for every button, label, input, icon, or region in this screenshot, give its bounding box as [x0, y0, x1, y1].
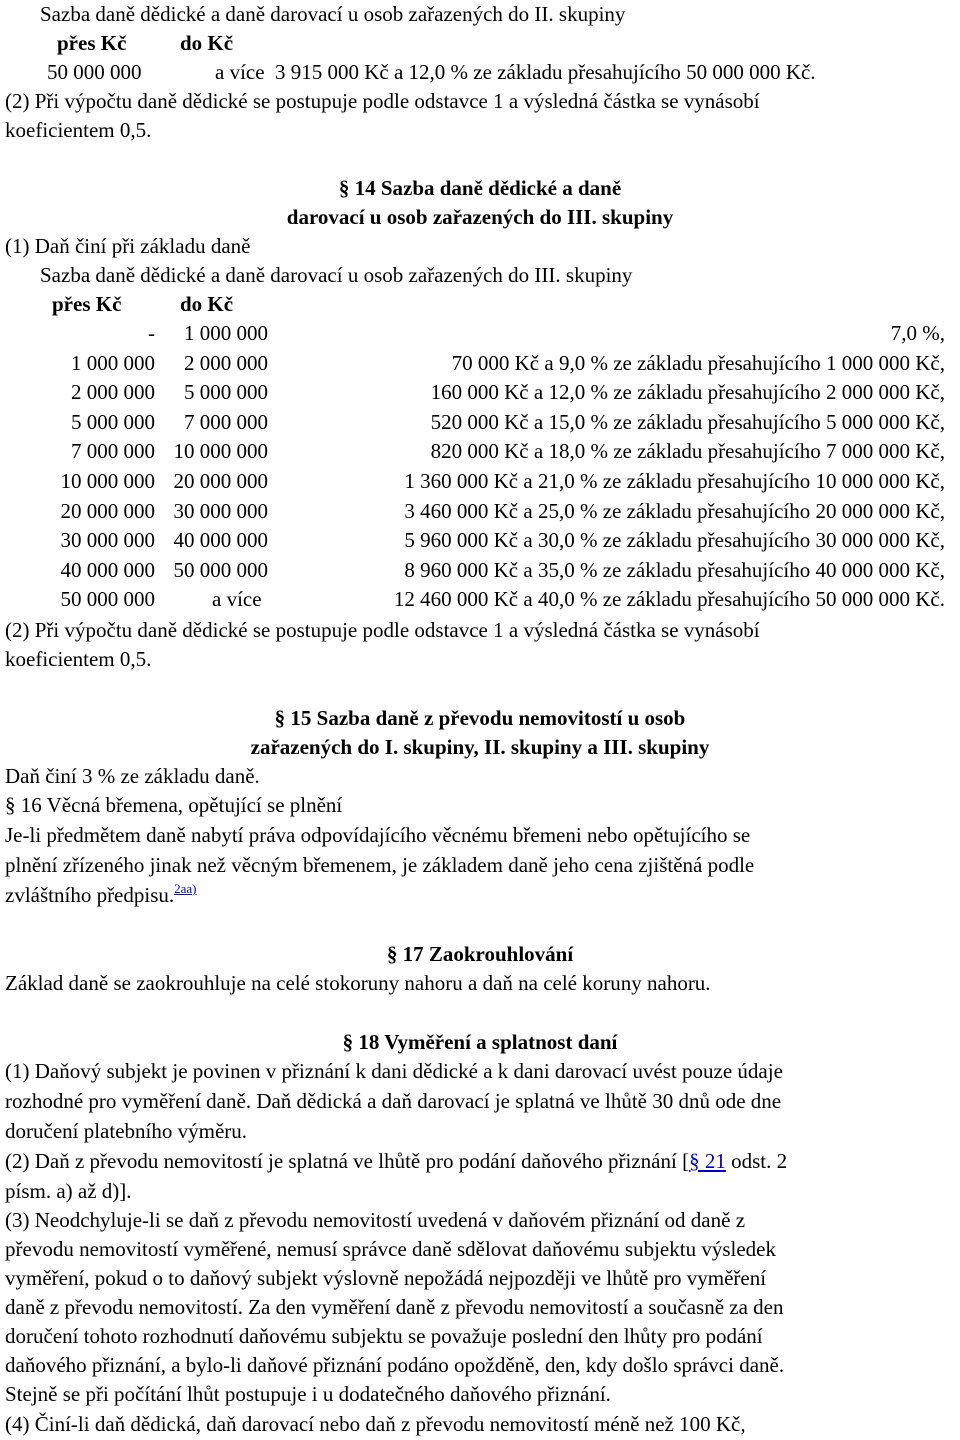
section-21-link[interactable]: § 21	[689, 1149, 726, 1173]
paragraph: (2) Při výpočtu daně dědické se postupuje podle odstavce 1 a výsledná částka se vynásobí	[5, 89, 760, 113]
paragraph: doručení tohoto rozhodnutí daňovému subjektu se považuje poslední den lhůty pro podání	[5, 1324, 763, 1348]
paragraph: (4) Činí-li daň dědická, daň darovací nebo daň z převodu nemovitostí méně než 100 Kč,	[5, 1412, 746, 1436]
footnote-link[interactable]: 2aa)	[174, 881, 197, 896]
paragraph: koeficientem 0,5.	[5, 647, 152, 671]
table-header-iii	[5, 290, 945, 319]
paragraph: (2) Při výpočtu daně dědické se postupuje podle odstavce 1 a výsledná částka se vynásobí	[5, 618, 760, 642]
paragraph: (1) Daňový subjekt je povinen v přiznání k dani dědické a k dani darovací uvést pouze údaje	[5, 1059, 783, 1083]
paragraph: daňového přiznání, a bylo-li daňové přiznání podáno opožděně, den, kdy došlo správci daně.	[5, 1353, 785, 1377]
paragraph: daně z převodu nemovitostí. Za den vyměření daně z převodu nemovitostí a současně za den	[5, 1295, 784, 1319]
paragraph: Je-li předmětem daně nabytí práva odpovídajícího věcnému břemeni nebo opětujícího se	[5, 823, 751, 847]
table-row: 10 000 000 20 000 000 1 360 000 Kč a 21,0 % ze základu přesahujícího 10 000 000 Kč,	[60, 469, 945, 493]
table-row: - 1 000 000 7,0 %,	[148, 321, 945, 345]
table-row: 40 000 000 50 000 000 8 960 000 Kč a 35,0 % ze základu přesahujícího 40 000 000 Kč,	[60, 558, 945, 582]
paragraph: rozhodné pro vyměření daně. Daň dědická a daň darovací je splatná ve lhůtě 30 dnů ode dne	[5, 1089, 782, 1113]
header-from: přes Kč	[57, 31, 127, 55]
paragraph: Daň činí 3 % ze základu daně.	[5, 764, 260, 788]
table-row: 2 000 000 5 000 000 160 000 Kč a 12,0 % ze základu přesahujícího 2 000 000 Kč,	[71, 380, 945, 404]
section-14-heading: § 14 Sazba daně dědické a daně	[338, 176, 622, 200]
table-row: 50 000 000 a více 3 915 000 Kč a 12,0 % ze základu přesahujícího 50 000 000 Kč.	[47, 60, 816, 84]
table-row: 30 000 000 40 000 000 5 960 000 Kč a 30,0 % ze základu přesahujícího 30 000 000 Kč,	[60, 528, 945, 552]
paragraph: zvláštního předpisu.$^{2aa)}$	[5, 881, 197, 907]
section-17-heading: § 17 Zaokrouhlování	[386, 942, 574, 966]
section-16-heading: § 16 Věcná břemena, opětující se plnění	[5, 793, 343, 817]
table-row: 7 000 000 10 000 000 820 000 Kč a 18,0 % ze základu přesahujícího 7 000 000 Kč,	[71, 439, 945, 463]
table-header-ii	[5, 29, 945, 58]
paragraph: (2) Daň z převodu nemovitostí je splatná ve lhůtě pro podání daňového přiznání [§ 21 odst. 2	[5, 1149, 788, 1173]
table-row: 5 000 000 7 000 000 520 000 Kč a 15,0 % ze základu přesahujícího 5 000 000 Kč,	[71, 410, 945, 434]
header-to: do Kč	[180, 31, 234, 55]
section-15-heading: § 15 Sazba daně z převodu nemovitostí u osob	[274, 706, 686, 730]
table-title-iii: Sazba daně dědické a daně darovací u osob zařazených do III. skupiny	[40, 263, 633, 287]
paragraph: Základ daně se zaokrouhluje na celé stokoruny nahoru a daň na celé koruny nahoru.	[5, 971, 711, 995]
table-title-ii: Sazba daně dědické a daně darovací u osob zařazených do II. skupiny	[40, 2, 626, 26]
table-row: 1 000 000 2 000 000 70 000 Kč a 9,0 % ze základu přesahujícího 1 000 000 Kč,	[71, 351, 945, 375]
paragraph: plnění zřízeného jinak než věcným břemenem, je základem daně jeho cena zjištěná podle	[5, 853, 755, 877]
paragraph: převodu nemovitostí vyměřené, nemusí správce daně sdělovat daňovému subjektu výsledek	[5, 1237, 776, 1261]
table-row: 20 000 000 30 000 000 3 460 000 Kč a 25,0 % ze základu přesahujícího 20 000 000 Kč,	[60, 499, 945, 523]
section-14-heading-cont: darovací u osob zařazených do III. skupiny	[286, 205, 674, 229]
paragraph: (3) Neodchyluje-li se daň z převodu nemovitostí uvedená v daňovém přiznání od daně z	[5, 1208, 746, 1232]
header-from: přes Kč	[52, 292, 122, 316]
paragraph: doručení platebního výměru.	[5, 1119, 248, 1143]
paragraph: Stejně se při počítání lhůt postupuje i u dodatečného daňového přiznání.	[5, 1382, 611, 1406]
table-row: 50 000 000 a více 12 460 000 Kč a 40,0 % ze základu přesahujícího 50 000 000 Kč.	[60, 587, 945, 611]
paragraph: (1) Daň činí při základu daně	[5, 234, 251, 258]
header-to: do Kč	[180, 292, 234, 316]
section-15-heading-cont: zařazených do I. skupiny, II. skupiny a III. skupiny	[250, 735, 710, 759]
section-18-heading: § 18 Vyměření a splatnost daní	[342, 1030, 618, 1054]
paragraph: koeficientem 0,5.	[5, 118, 152, 142]
paragraph: písm. a) až d)].	[5, 1179, 132, 1203]
paragraph: vyměření, pokud o to daňový subjekt výslovně nepožádá nejpozději ve lhůtě pro vyměření	[5, 1266, 767, 1290]
